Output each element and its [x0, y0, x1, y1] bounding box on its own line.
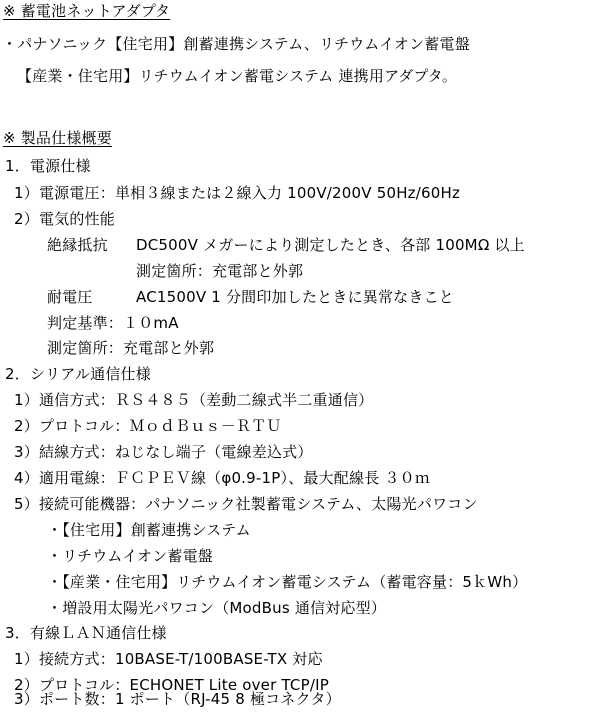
- adapter-desc-line2: 【産業・住宅用】リチウムイオン蓄電システム 連携用アダプタ。: [17, 67, 458, 85]
- device-item: ・【住宅用】創蓄連携システム: [47, 521, 251, 539]
- adapter-desc-line1: ・パナソニック【住宅用】創蓄連携システム、リチウムイオン蓄電盤: [2, 35, 470, 53]
- lan-protocol: 2）プロトコル：ECHONET Lite over TCP/IP: [14, 676, 329, 694]
- lan-spec-title: 3．有線ＬＡＮ通信仕様: [5, 624, 167, 642]
- insulation-value: DC500V メガーにより測定したとき、各部 100MΩ 以上: [136, 236, 525, 254]
- power-spec-title: 1．電源仕様: [5, 157, 91, 175]
- adapter-heading: ※ 蓄電池ネットアダプタ: [3, 2, 171, 20]
- electrical-title: 2）電気的性能: [14, 210, 115, 228]
- lan-ports: 3）ポート数：1 ポート（RJ-45 8 極コネクタ）: [14, 690, 341, 708]
- serial-spec-title: 2．シリアル通信仕様: [5, 365, 151, 383]
- withstand-measure-point: 測定箇所：充電部と外郭: [47, 339, 215, 357]
- lan-method: 1）接続方式：10BASE-T/100BASE-TX 対応: [14, 650, 323, 668]
- serial-protocol: 2）プロトコル：ＭｏｄＢｕｓ－ＲＴＵ: [14, 417, 282, 435]
- serial-cable: 4）適用電線：ＦＣＰＥＶ線（φ0.9-1P）、最大配線長 ３０ｍ: [14, 469, 430, 487]
- spec-heading: ※ 製品仕様概要: [3, 129, 112, 147]
- device-item: ・リチウムイオン蓄電盤: [47, 547, 214, 565]
- power-voltage: 1）電源電圧：単相３線または２線入力 100V/200V 50Hz/60Hz: [14, 184, 461, 202]
- serial-devices-title: 5）接続可能機器：パナソニック社製蓄電システム、太陽光パワコン: [14, 495, 478, 513]
- serial-wiring: 3）結線方式：ねじなし端子（電線差込式）: [14, 443, 313, 461]
- serial-method: 1）通信方式：ＲＳ４８５（差動二線式半二重通信）: [14, 391, 374, 409]
- device-item: ・増設用太陽光パワコン（ModBus 通信対応型）: [47, 599, 387, 617]
- insulation-measure-point: 測定箇所：充電部と外郭: [136, 262, 304, 280]
- withstand-value: AC1500V 1 分間印加したときに異常なきこと: [136, 288, 454, 306]
- insulation-label: 絶縁抵抗: [47, 236, 108, 254]
- criteria: 判定基準：１０mA: [47, 314, 179, 332]
- withstand-label: 耐電圧: [47, 288, 93, 306]
- device-item: ・【産業・住宅用】リチウムイオン蓄電システム（蓄電容量：5ｋWh）: [47, 573, 528, 591]
